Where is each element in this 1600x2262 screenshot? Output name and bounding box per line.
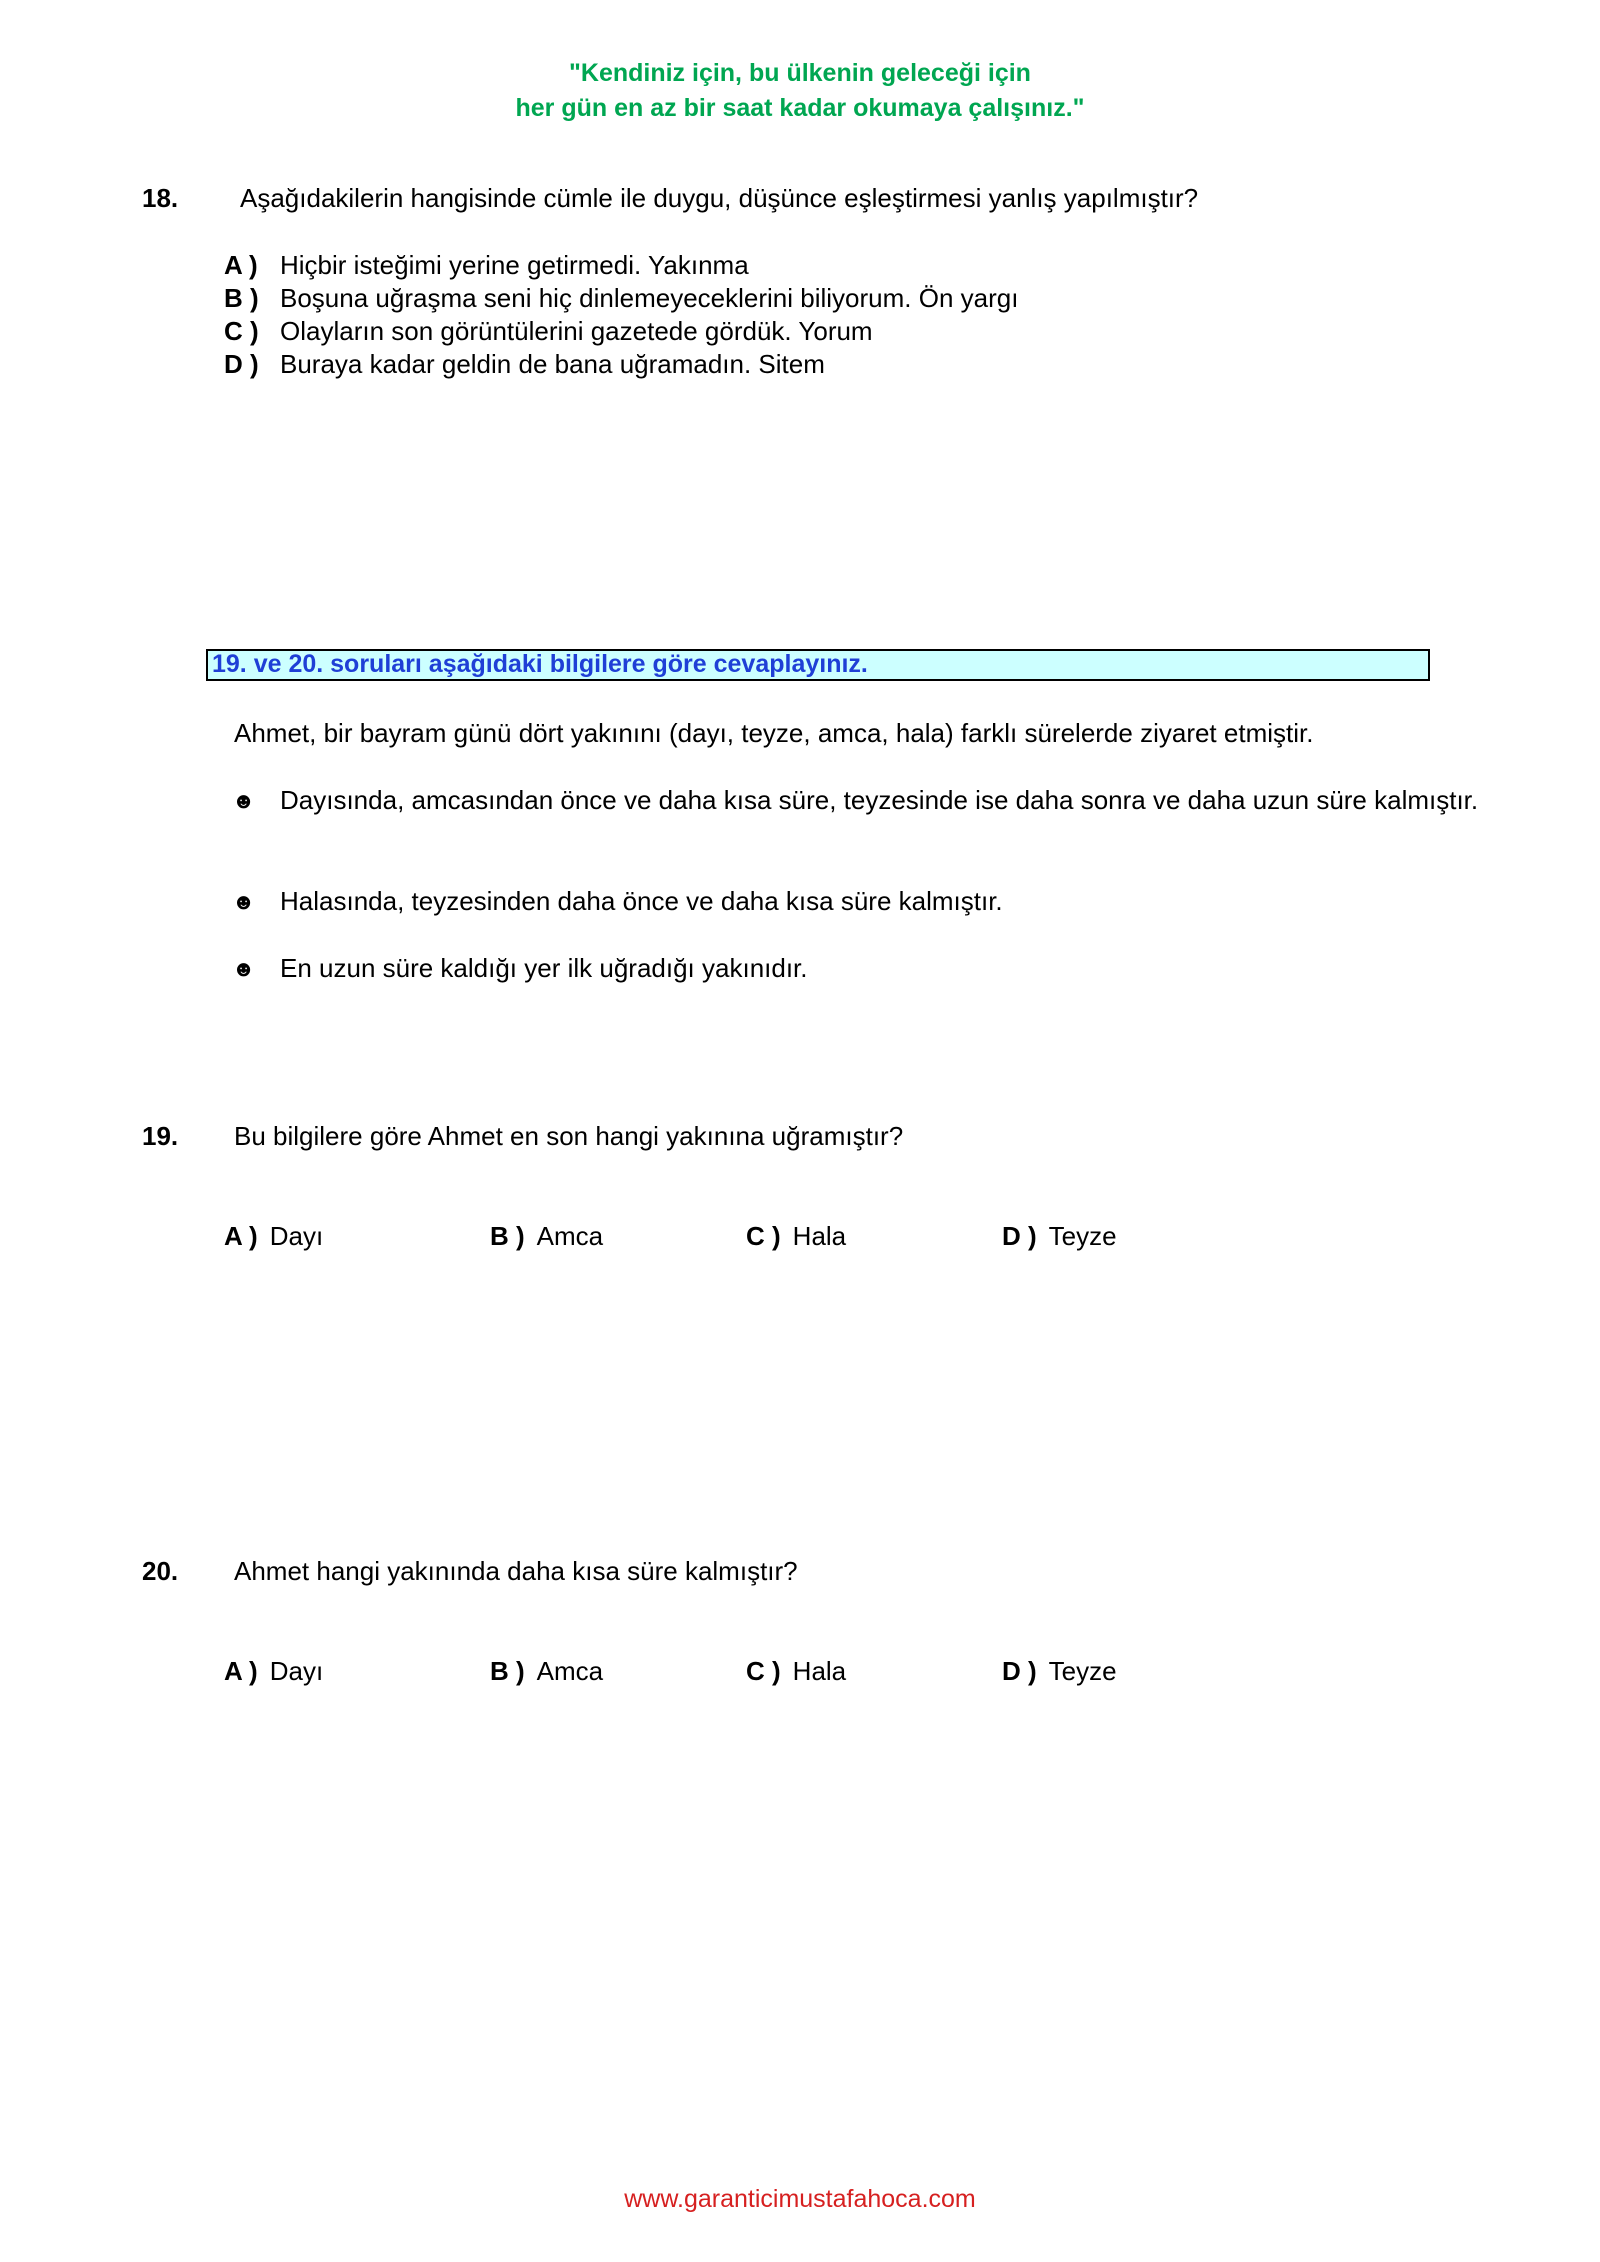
question-20-option-b bbox=[490, 1656, 603, 1687]
option-label: A ) bbox=[224, 250, 258, 280]
option-label: A ) bbox=[224, 1221, 258, 1251]
info-bullet-1: Dayısında, amcasından önce ve daha kısa süre, teyzesinde ise daha sonra ve daha uzun süre kalmıştır. bbox=[280, 785, 1479, 815]
header-line-1: "Kendiniz için, bu ülkenin geleceği için bbox=[569, 59, 1031, 87]
question-20-option-a bbox=[224, 1656, 323, 1687]
question-18-option-c bbox=[224, 314, 873, 348]
option-text: Dayı bbox=[269, 1221, 324, 1251]
question-18-text: Aşağıdakilerin hangisinde cümle ile duygu, düşünce eşleştirmesi yanlış yapılmıştır? bbox=[240, 183, 1199, 213]
option-text: Boşuna uğraşma seni hiç dinlemeyeceklerini biliyorum. Ön yargı bbox=[280, 283, 1019, 313]
question-18-option-a bbox=[224, 248, 749, 282]
question-19-option-d bbox=[1002, 1221, 1117, 1252]
info-intro: Ahmet, bir bayram günü dört yakınını (dayı, teyze, amca, hala) farklı sürelerde ziyaret etmiştir. bbox=[234, 718, 1314, 748]
question-19-text: Bu bilgilere göre Ahmet en son hangi yakınına uğramıştır? bbox=[234, 1121, 904, 1151]
option-text: Buraya kadar geldin de bana uğramadın. Sitem bbox=[280, 349, 825, 379]
question-19-option-a bbox=[224, 1221, 323, 1252]
option-label: B ) bbox=[490, 1221, 525, 1251]
option-label: D ) bbox=[1002, 1656, 1037, 1686]
bullet-icon: ☻ bbox=[232, 889, 256, 914]
header-motto bbox=[0, 56, 1600, 126]
info-bullet-2: Halasında, teyzesinden daha önce ve daha kısa süre kalmıştır. bbox=[280, 886, 1003, 916]
info-box-title: 19. ve 20. soruları aşağıdaki bilgilere göre cevaplayınız. bbox=[206, 649, 1430, 681]
footer-url[interactable]: www.garanticimustafahoca.com bbox=[624, 2185, 976, 2213]
question-19-number: 19. bbox=[142, 1121, 179, 1151]
question-20-text: Ahmet hangi yakınında daha kısa süre kalmıştır? bbox=[234, 1556, 798, 1586]
option-label: C ) bbox=[746, 1656, 781, 1686]
bullet-icon: ☻ bbox=[232, 788, 256, 813]
option-label: D ) bbox=[1002, 1221, 1037, 1251]
option-label: D ) bbox=[224, 349, 259, 379]
option-label: B ) bbox=[490, 1656, 525, 1686]
option-text: Amca bbox=[536, 1221, 604, 1251]
question-19-option-b bbox=[490, 1221, 603, 1252]
option-text: Olayların son görüntülerini gazetede gördük. Yorum bbox=[280, 316, 873, 346]
info-bullet-3: En uzun süre kaldığı yer ilk uğradığı yakınıdır. bbox=[280, 953, 808, 983]
bullet-icon: ☻ bbox=[232, 956, 256, 981]
question-18-option-d bbox=[224, 347, 825, 381]
option-label: A ) bbox=[224, 1656, 258, 1686]
option-label: C ) bbox=[746, 1221, 781, 1251]
option-text: Hiçbir isteğimi yerine getirmedi. Yakınma bbox=[280, 250, 749, 280]
question-20-number: 20. bbox=[142, 1556, 179, 1586]
question-20-option-d bbox=[1002, 1656, 1117, 1687]
option-text: Hala bbox=[792, 1656, 847, 1686]
option-text: Teyze bbox=[1048, 1221, 1117, 1251]
option-text: Amca bbox=[536, 1656, 604, 1686]
question-18-number: 18. bbox=[142, 183, 179, 213]
option-text: Dayı bbox=[269, 1656, 324, 1686]
question-20-option-c bbox=[746, 1656, 846, 1687]
option-text: Teyze bbox=[1048, 1656, 1117, 1686]
header-line-2: her gün en az bir saat kadar okumaya çalışınız." bbox=[515, 94, 1085, 122]
option-label: B ) bbox=[224, 283, 259, 313]
question-19-option-c bbox=[746, 1221, 846, 1252]
option-label: C ) bbox=[224, 316, 259, 346]
question-18-option-b bbox=[224, 281, 1018, 315]
option-text: Hala bbox=[792, 1221, 847, 1251]
